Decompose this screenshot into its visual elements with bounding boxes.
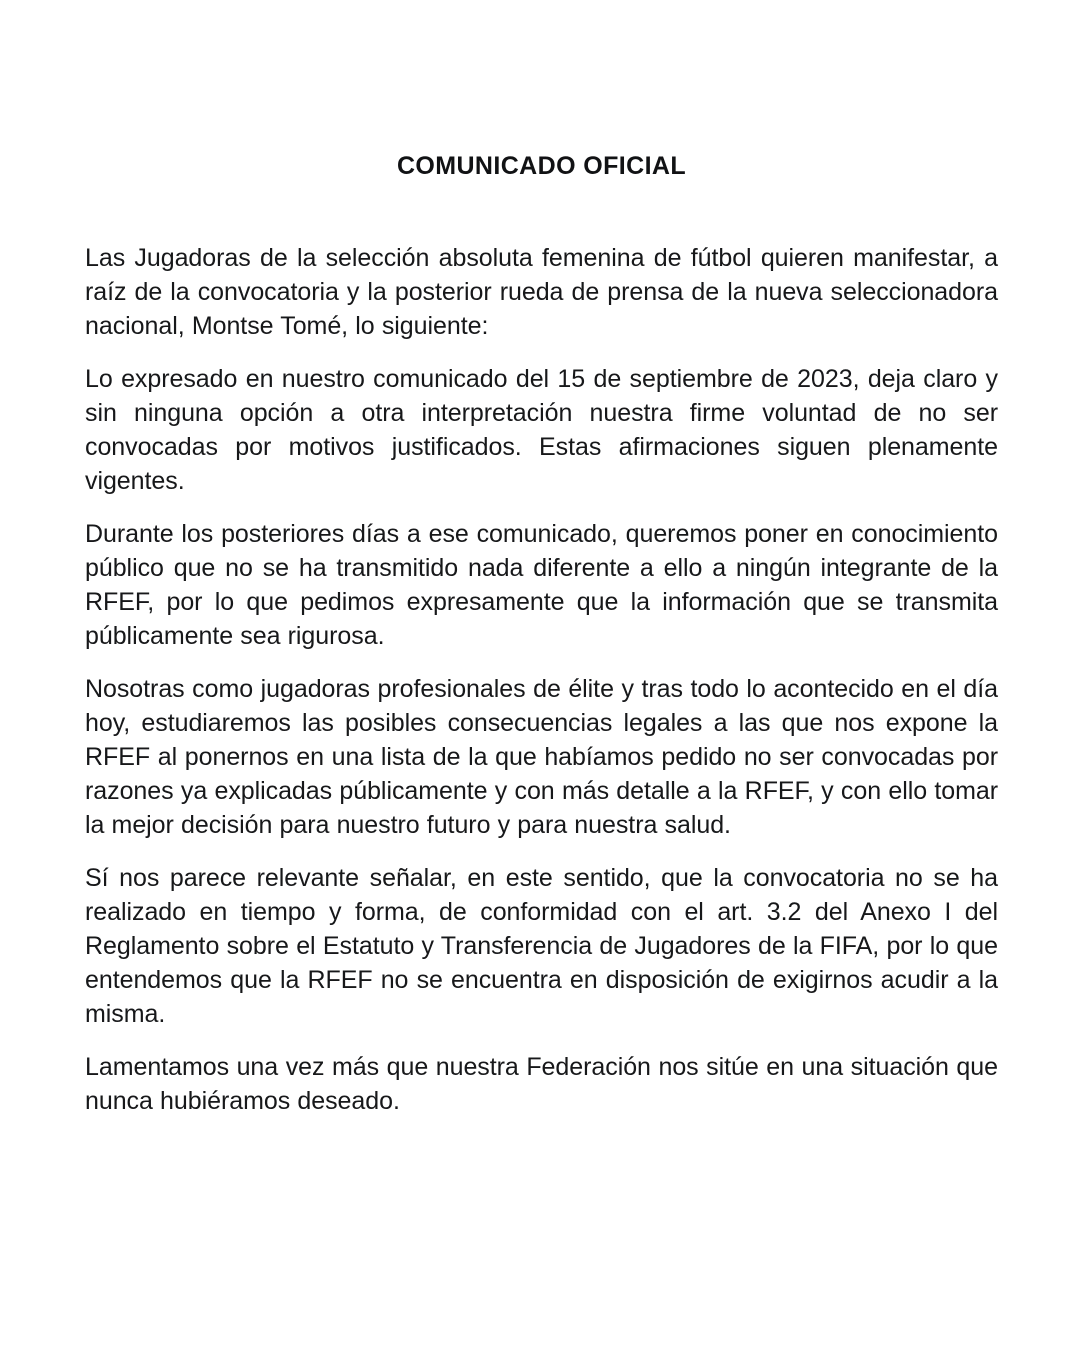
paragraph-2: Lo expresado en nuestro comunicado del 15 de septiembre de 2023, deja claro y sin ninguna opción a otra interpretación nuestra firme voluntad de no ser convocadas por motivos justificados. Estas afirmaciones siguen plenamente vigentes.	[85, 365, 998, 495]
page-title: COMUNICADO OFICIAL	[396, 152, 687, 180]
paragraph-5: Sí nos parece relevante señalar, en este sentido, que la convocatoria no se ha realizado en tiempo y forma, de conformidad con el art. 3.2 del Anexo I del Reglamento sobre el Estatuto y Transferencia de Jugadores de la FIFA, por lo que entendemos que la RFEF no se encuentra en disposición de exigirnos acudir a la misma.	[85, 864, 998, 1028]
paragraph-1: Las Jugadoras de la selección absoluta femenina de fútbol quieren manifestar, a raíz de la convocatoria y la posterior rueda de prensa de la nueva seleccionadora nacional, Montse Tomé, lo siguiente:	[85, 244, 998, 340]
document-body	[85, 0, 998, 1118]
paragraph-6: Lamentamos una vez más que nuestra Federación nos sitúe en una situación que nunca hubiéramos deseado.	[85, 1053, 998, 1115]
paragraph-4: Nosotras como jugadoras profesionales de élite y tras todo lo acontecido en el día hoy, estudiaremos las posibles consecuencias legales a las que nos expone la RFEF al ponernos en una lista de la que habíamos pedido no ser convocadas por razones ya explicadas públicamente y con más detalle a la RFEF, y con ello tomar la mejor decisión para nuestro futuro y para nuestra salud.	[85, 675, 998, 839]
document-paragraphs	[85, 241, 998, 1118]
paragraph-3: Durante los posteriores días a ese comunicado, queremos poner en conocimiento público que no se ha transmitido nada diferente a ello a ningún integrante de la RFEF, por lo que pedimos expresamente que la información que se transmita públicamente sea rigurosa.	[85, 520, 998, 650]
